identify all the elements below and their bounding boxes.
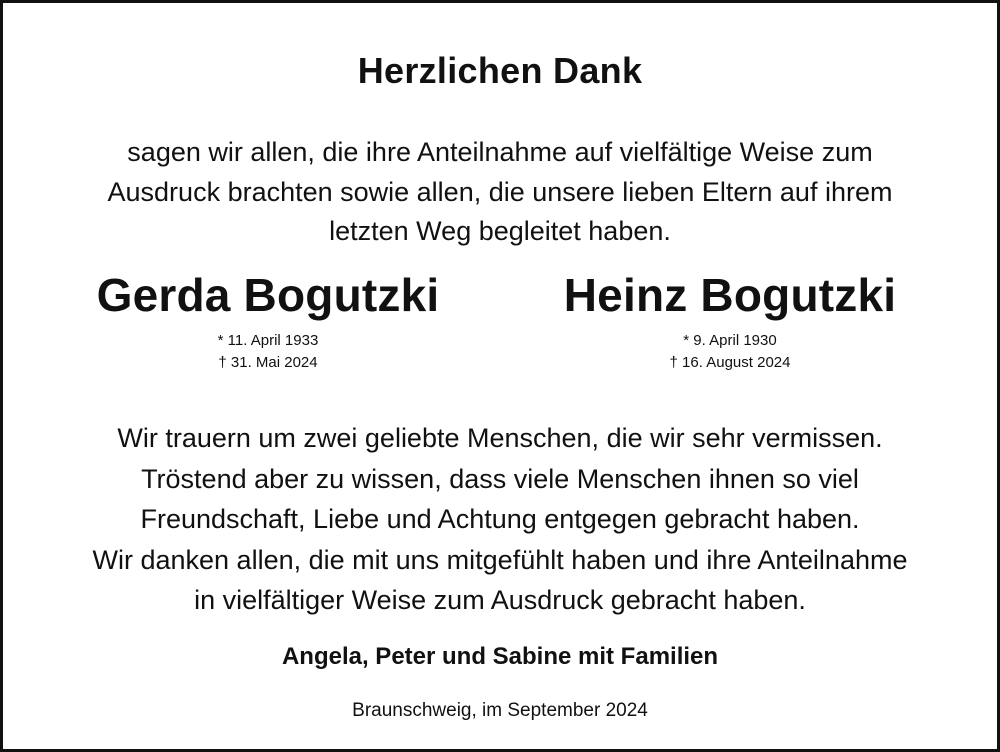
person-gerda [68, 268, 468, 374]
intro-line: letzten Weg begleitet haben. [329, 216, 671, 246]
deceased-names [0, 268, 1000, 378]
person-dates [68, 330, 468, 374]
birth-date: * 9. April 1930 [683, 332, 777, 349]
message-text [0, 418, 1000, 621]
person-dates [530, 330, 930, 374]
person-heinz [530, 268, 930, 374]
intro-line: Ausdruck brachten sowie allen, die unsere lieben Eltern auf ihrem [107, 176, 893, 207]
death-date: † 31. Mai 2024 [218, 354, 318, 371]
person-name: Gerda Bogutzki [96, 269, 440, 321]
message-line: Freundschaft, Liebe und Achtung entgegen gebracht haben. [140, 504, 860, 535]
place-date: Braunschweig, im September 2024 [352, 700, 648, 721]
death-date: † 16. August 2024 [669, 354, 791, 371]
message-line: Tröstend aber zu wissen, dass viele Menschen ihnen so viel [141, 463, 859, 494]
intro-text [0, 133, 1000, 252]
message-line: Wir trauern um zwei geliebte Menschen, die wir sehr vermissen. [117, 423, 883, 453]
person-name: Heinz Bogutzki [563, 269, 897, 321]
notice-title: Herzlichen Dank [357, 50, 643, 91]
families-signature: Angela, Peter und Sabine mit Familien [281, 643, 719, 670]
intro-line: sagen wir allen, die ihre Anteilnahme auf vielfältige Weise zum [127, 137, 873, 167]
message-line: in vielfältiger Weise zum Ausdruck gebracht haben. [194, 585, 806, 616]
message-line: Wir danken allen, die mit uns mitgefühlt haben und ihre Anteilnahme [92, 544, 908, 575]
birth-date: * 11. April 1933 [217, 332, 319, 349]
